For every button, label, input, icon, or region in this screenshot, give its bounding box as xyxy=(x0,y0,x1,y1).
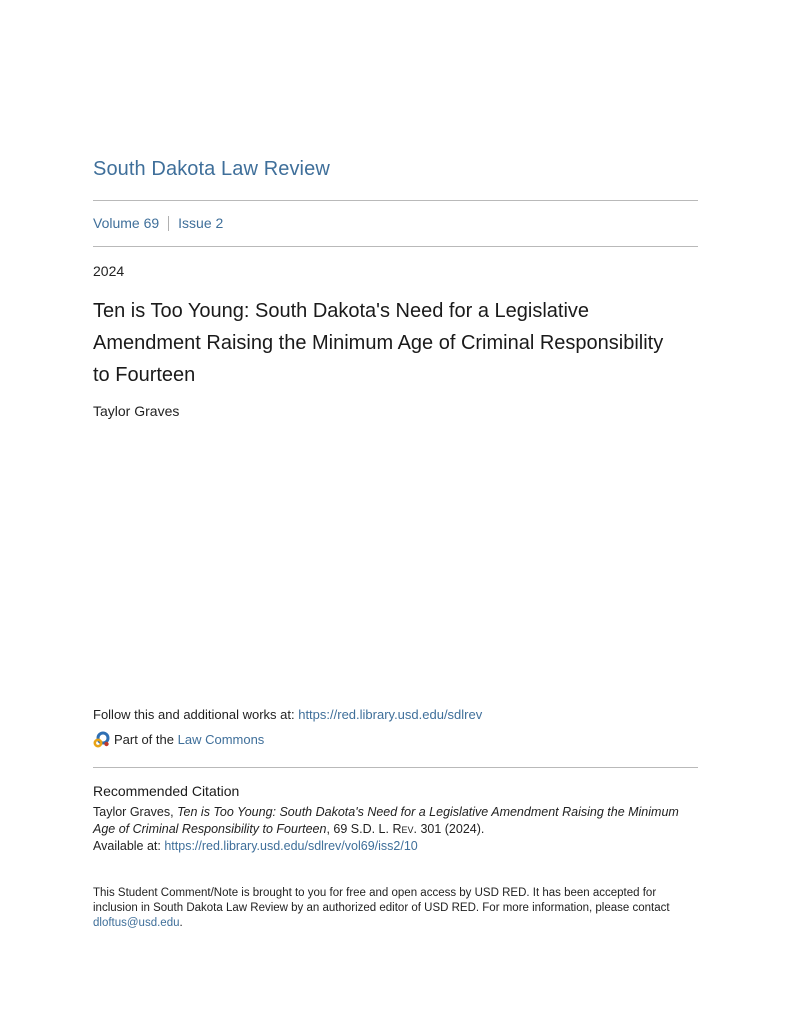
contact-email-link[interactable]: dloftus@usd.edu xyxy=(93,917,180,929)
publication-year: 2024 xyxy=(93,263,125,279)
citation-line xyxy=(93,804,703,821)
divider xyxy=(93,767,698,768)
citation-line xyxy=(93,821,703,838)
article-title-line: Amendment Raising the Minimum Age of Criminal Responsibility xyxy=(93,332,664,354)
access-statement-line: This Student Comment/Note is brought to you for free and open access by USD RED. It has been accepted for xyxy=(93,887,657,899)
volume-issue-breadcrumb xyxy=(93,215,223,231)
divider xyxy=(93,246,698,247)
recommended-citation-heading: Recommended Citation xyxy=(93,783,240,799)
article-title-line: Ten is Too Young: South Dakota's Need for a Legislative xyxy=(93,300,590,322)
citation-block xyxy=(93,804,703,855)
issue-link[interactable]: Issue 2 xyxy=(178,215,224,231)
part-of-line xyxy=(93,731,264,748)
available-at-text: Available at: xyxy=(93,839,165,853)
volume-link[interactable]: Volume 69 xyxy=(93,215,160,231)
citation-reference-end: . 301 (2024). xyxy=(413,822,485,836)
citation-author: Taylor Graves, xyxy=(93,805,178,819)
follow-text: Follow this and additional works at: xyxy=(93,707,299,722)
follow-line xyxy=(93,707,482,722)
citation-reference: , 69 S.D. L. R xyxy=(326,822,402,836)
citation-title: Ten is Too Young: South Dakota's Need for a Legislative Amendment Raising the Minimum xyxy=(177,805,679,819)
article-title xyxy=(93,295,703,391)
article-title-line: to Fourteen xyxy=(93,364,196,386)
citation-title: Age of Criminal Responsibility to Fourteen xyxy=(93,822,327,836)
part-of-text: Part of the xyxy=(114,732,174,747)
citation-reference-smallcaps: ev xyxy=(401,822,414,836)
breadcrumb-separator xyxy=(168,216,169,231)
email-period: . xyxy=(179,917,183,929)
article-url-link[interactable]: https://red.library.usd.edu/sdlrev/vol69/iss2/10 xyxy=(164,839,418,853)
author-name: Taylor Graves xyxy=(93,403,180,419)
journal-title-link[interactable]: South Dakota Law Review xyxy=(93,158,330,180)
citation-line xyxy=(93,838,703,855)
repository-link[interactable]: https://red.library.usd.edu/sdlrev xyxy=(298,707,483,722)
commons-network-icon xyxy=(93,731,110,748)
law-commons-link[interactable]: Law Commons xyxy=(177,732,265,747)
divider xyxy=(93,200,698,201)
access-statement xyxy=(93,886,693,931)
access-statement-line: inclusion in South Dakota Law Review by an authorized editor of USD RED. For more information, please contact xyxy=(93,902,670,914)
access-statement-line xyxy=(93,916,693,931)
